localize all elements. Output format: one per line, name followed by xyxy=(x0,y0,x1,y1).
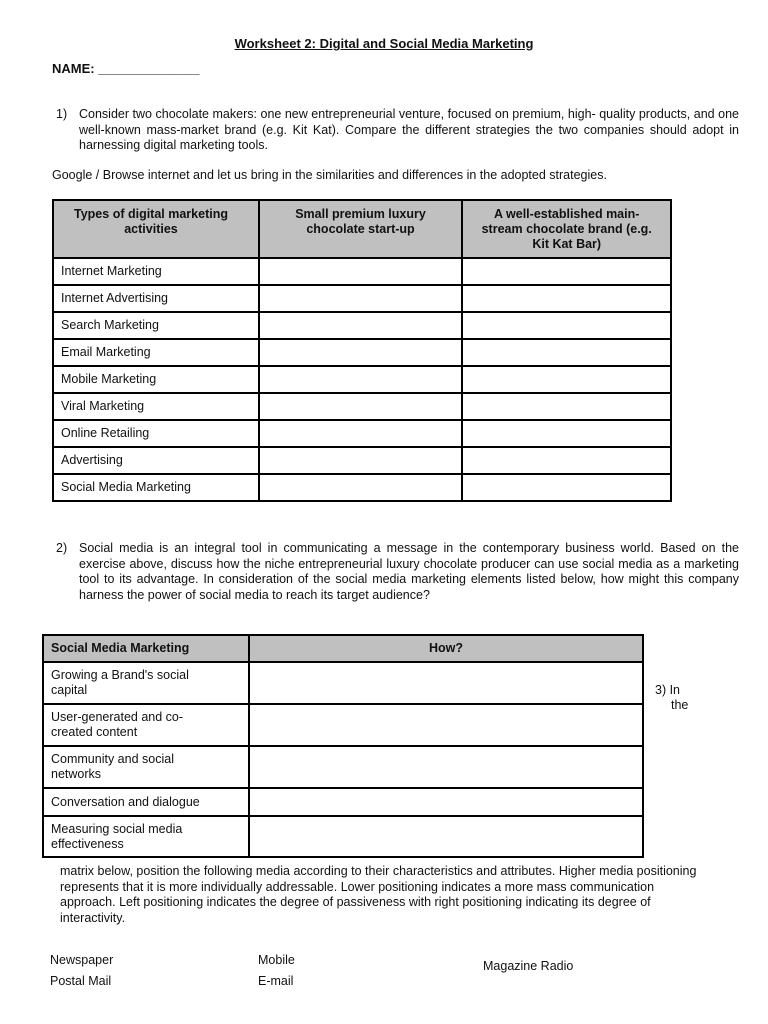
table-row xyxy=(53,285,671,312)
header-startup: Small premium luxury chocolate start-up xyxy=(259,200,463,258)
table-row xyxy=(53,474,671,501)
answer-cell[interactable] xyxy=(259,339,463,366)
table-row xyxy=(53,420,671,447)
row-label: Measuring social media effectiveness xyxy=(43,816,249,857)
worksheet-title: Worksheet 2: Digital and Social Media Marketing xyxy=(234,36,534,51)
q1-text: Consider two chocolate makers: one new entrepreneurial venture, focused on premium, high- quality products, and one well-known mass-market brand (e.g. Kit Kat). Compare the different strategies the two companies should adopt in harnessing digital marketing tools. xyxy=(79,107,739,152)
table-row xyxy=(53,366,671,393)
row-label: Mobile Marketing xyxy=(53,366,259,393)
table-row xyxy=(43,788,643,816)
table-row xyxy=(43,662,643,704)
social-media-table xyxy=(42,634,644,858)
answer-cell[interactable] xyxy=(249,662,643,704)
q2-number: 2) xyxy=(56,541,68,555)
answer-cell[interactable] xyxy=(259,285,463,312)
header-how: How? xyxy=(249,635,643,662)
media-newspaper: Newspaper xyxy=(50,953,114,967)
media-postal-mail: Postal Mail xyxy=(50,974,112,988)
q3-text: matrix below, position the following media according to their characteristics and attributes. Higher media positioning represents that it is more individually addressable. Lower positioning indicates a more mass communication approach. Left positioning indicates the degree of passiveness with right positioning indicating its degree of interactivity. xyxy=(60,864,697,925)
answer-cell[interactable] xyxy=(259,312,463,339)
answer-cell[interactable] xyxy=(462,312,671,339)
row-label: Conversation and dialogue xyxy=(43,788,249,816)
answer-cell[interactable] xyxy=(259,420,463,447)
row-label: User-generated and co-created content xyxy=(43,704,249,746)
header-social-media-marketing: Social Media Marketing xyxy=(43,635,249,662)
q3-prefix-line1: 3) In xyxy=(655,683,681,697)
row-label: Online Retailing xyxy=(53,420,259,447)
answer-cell[interactable] xyxy=(249,788,643,816)
table-row xyxy=(43,704,643,746)
table-row xyxy=(53,258,671,285)
q3-prefix-line2: the xyxy=(671,698,689,712)
row-label: Internet Marketing xyxy=(53,258,259,285)
table-row xyxy=(53,393,671,420)
answer-cell[interactable] xyxy=(259,393,463,420)
table-row xyxy=(53,312,671,339)
table-header-row xyxy=(43,635,643,662)
row-label: Advertising xyxy=(53,447,259,474)
media-email: E-mail xyxy=(258,974,294,988)
media-magazine-radio: Magazine Radio xyxy=(483,959,574,973)
row-label: Email Marketing xyxy=(53,339,259,366)
table-header-row xyxy=(53,200,671,258)
answer-cell[interactable] xyxy=(462,474,671,501)
name-field-label: NAME: ______________ xyxy=(52,61,200,76)
row-label: Viral Marketing xyxy=(53,393,259,420)
q2-text: Social media is an integral tool in communicating a message in the contemporary business world. Based on the exercise above, discuss how the niche entrepreneurial luxury chocolate producer can use social media as a marketing tool to its advantage. In consideration of the social media marketing elements listed below, how might this company harness the power of social media to reach its target audience? xyxy=(79,541,739,602)
media-mobile: Mobile xyxy=(258,953,295,967)
answer-cell[interactable] xyxy=(462,339,671,366)
answer-cell[interactable] xyxy=(259,447,463,474)
table-row xyxy=(53,447,671,474)
answer-cell[interactable] xyxy=(462,447,671,474)
answer-cell[interactable] xyxy=(259,366,463,393)
answer-cell[interactable] xyxy=(462,366,671,393)
media-list-col1 xyxy=(50,950,113,992)
header-activity-types: Types of digital marketing activities xyxy=(53,200,259,258)
table-row xyxy=(53,339,671,366)
answer-cell[interactable] xyxy=(462,393,671,420)
q1-number: 1) xyxy=(56,107,68,121)
answer-cell[interactable] xyxy=(259,258,463,285)
row-label: Growing a Brand's social capital xyxy=(43,662,249,704)
row-label: Community and social networks xyxy=(43,746,249,788)
table-row xyxy=(43,746,643,788)
row-label: Search Marketing xyxy=(53,312,259,339)
answer-cell[interactable] xyxy=(462,258,671,285)
answer-cell[interactable] xyxy=(249,816,643,857)
instruction-text: Google / Browse internet and let us bring in the similarities and differences in the adopted strategies. xyxy=(52,168,607,182)
row-label: Social Media Marketing xyxy=(53,474,259,501)
digital-marketing-table xyxy=(52,199,672,502)
answer-cell[interactable] xyxy=(462,420,671,447)
row-label: Internet Advertising xyxy=(53,285,259,312)
media-list-col2 xyxy=(258,950,295,992)
table-row xyxy=(43,816,643,857)
answer-cell[interactable] xyxy=(249,746,643,788)
answer-cell[interactable] xyxy=(259,474,463,501)
answer-cell[interactable] xyxy=(249,704,643,746)
header-mainstream-brand: A well-established main-stream chocolate brand (e.g. Kit Kat Bar) xyxy=(462,200,671,258)
answer-cell[interactable] xyxy=(462,285,671,312)
